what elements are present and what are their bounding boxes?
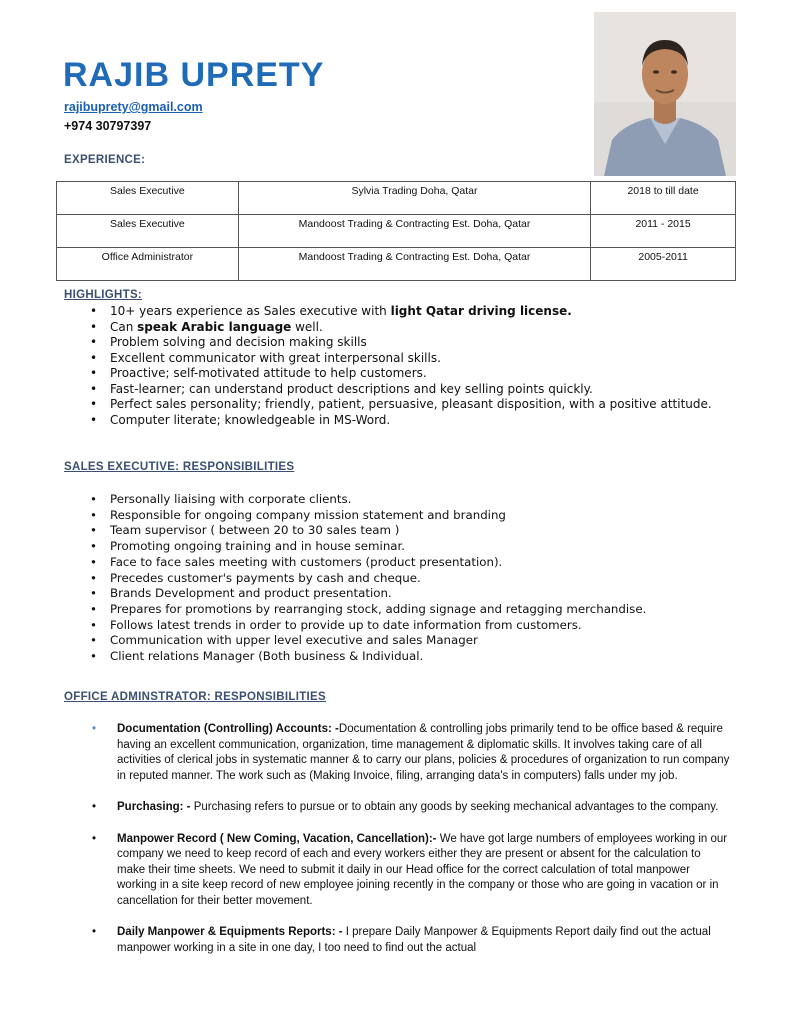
sales-heading: SALES EXECUTIVE: RESPONSIBILITIES (64, 461, 295, 473)
list-item: • Follows latest trends in order to provide up to date information from customers. (90, 618, 730, 634)
list-item: • 10+ years experience as Sales executive with light Qatar driving license. (90, 304, 730, 320)
role-cell: Office Administrator (57, 248, 239, 281)
role-cell: Sales Executive (57, 215, 239, 248)
role-cell: Sales Executive (57, 182, 239, 215)
period-cell: 2011 - 2015 (591, 215, 736, 248)
experience-table (56, 181, 736, 281)
list-item: • Can speak Arabic language well. (90, 320, 730, 336)
list-item: • Team supervisor ( between 20 to 30 sales team ) (90, 523, 730, 539)
list-item: • Problem solving and decision making skills (90, 335, 730, 351)
list-item: • Client relations Manager (Both business & Individual. (90, 649, 730, 665)
experience-heading: EXPERIENCE: (64, 154, 146, 166)
period-cell: 2005-2011 (591, 248, 736, 281)
table-row (57, 182, 736, 215)
office-list (92, 722, 730, 972)
list-item: • Communication with upper level executive and sales Manager (90, 633, 730, 649)
list-item: • Precedes customer's payments by cash and cheque. (90, 571, 730, 587)
email-link[interactable]: rajibuprety@gmail.com (64, 100, 203, 114)
company-cell: Mandoost Trading & Contracting Est. Doha, Qatar (238, 215, 590, 248)
candidate-name: RAJIB UPRETY (63, 56, 325, 94)
list-item: • Promoting ongoing training and in house seminar. (90, 539, 730, 555)
highlights-heading: HIGHLIGHTS: (64, 289, 143, 301)
sales-list (90, 492, 730, 665)
list-item: • Brands Development and product presentation. (90, 586, 730, 602)
company-cell: Sylvia Trading Doha, Qatar (238, 182, 590, 215)
list-item: • Fast-learner; can understand product descriptions and key selling points quickly. (90, 382, 730, 398)
list-item: • Excellent communicator with great interpersonal skills. (90, 351, 730, 367)
office-heading: OFFICE ADMINSTRATOR: RESPONSIBILITIES (64, 691, 326, 703)
list-item: • Face to face sales meeting with customers (product presentation). (90, 555, 730, 571)
person-photo-icon (594, 12, 736, 176)
list-item: • Responsible for ongoing company mission statement and branding (90, 508, 730, 524)
table-row (57, 215, 736, 248)
list-item: • Prepares for promotions by rearranging stock, adding signage and retagging merchandise. (90, 602, 730, 618)
list-item: • Daily Manpower & Equipments Reports: - I prepare Daily Manpower & Equipments Report daily find out the actual manpower working in a site in one day, I too need to find out the actual (92, 925, 730, 956)
period-cell: 2018 to till date (591, 182, 736, 215)
company-cell: Mandoost Trading & Contracting Est. Doha, Qatar (238, 248, 590, 281)
list-item: • Personally liaising with corporate clients. (90, 492, 730, 508)
list-item: • Documentation (Controlling) Accounts: -Documentation & controlling jobs primarily tend to be office based & require having an excellent communication, organization, time management & diplomatic skills. It involves taking care of all activities of clerical jobs in systematic manner & to carry our plans, policies & procedures of organization to run company in reputed manner. The work such as (Making Invoice, filing, arranging data's in computers) falls under my job. (92, 722, 730, 784)
table-row (57, 248, 736, 281)
profile-photo (594, 12, 736, 176)
phone-number: +974 30797397 (64, 119, 152, 133)
list-item: • Manpower Record ( New Coming, Vacation, Cancellation):- We have got large numbers of employees working in our company we need to keep record of each and every workers either they are present or absent for the calculation to make their time sheets. We need to submit it daily in our Head office for the correct calculation of total manpower working in a site keep record of new employee joining recently in the company or those who are going in vacation or in cancellation for their better movement. (92, 832, 730, 910)
list-item: • Purchasing: - Purchasing refers to pursue or to obtain any goods by seeking mechanical advantages to the company. (92, 800, 730, 816)
highlights-list (90, 304, 730, 428)
list-item: • Computer literate; knowledgeable in MS-Word. (90, 413, 730, 429)
list-item: • Proactive; self-motivated attitude to help customers. (90, 366, 730, 382)
list-item: • Perfect sales personality; friendly, patient, persuasive, pleasant disposition, with a positive attitude. (90, 397, 730, 413)
